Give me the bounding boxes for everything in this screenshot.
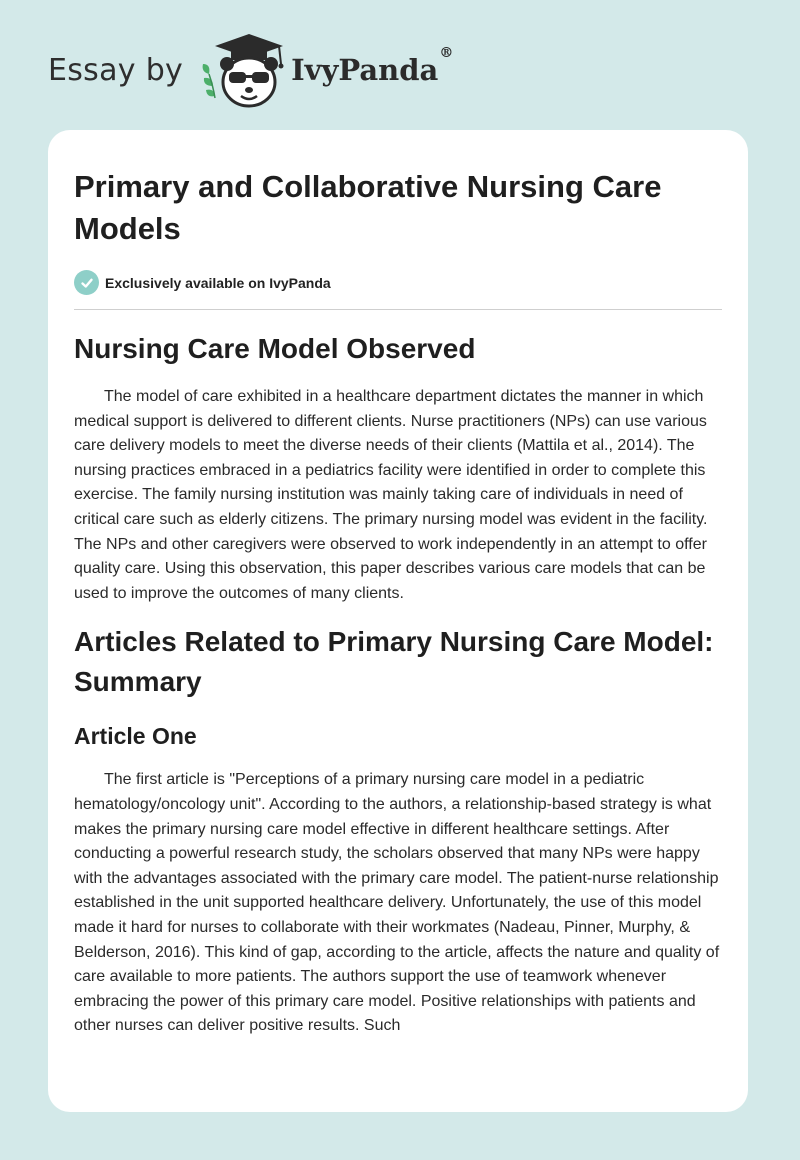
essay-card — [48, 130, 748, 1112]
check-circle-icon — [74, 270, 99, 295]
paragraph-article-one: The first article is "Perceptions of a primary nursing care model in a pediatric hematology/oncology unit". According to the authors, a relationship-based strategy is what makes the primary nursing care model effective in different healthcare settings. After conducting a powerful research study, the scholars observed that many NPs were happy with the advantages associated with the primary care model. The patient-nurse relationship established in the unit supported healthcare delivery. Unfortunately, the use of this model made it hard for nurses to collaborate with their workmates (Nadeau, Pinner, Murphy, & Belderson, 2016). This kind of gap, according to the article, affects the nature and quality of care available to more patients. The authors support the use of teamwork whenever embracing the power of this primary care model. Positive relationships with patients and other nurses can deliver positive results. Such — [74, 771, 720, 1035]
site-header — [48, 30, 453, 110]
exclusive-badge — [74, 270, 722, 310]
brand-name[interactable] — [291, 45, 454, 87]
essay-by-label: Essay by — [48, 52, 184, 88]
ivypanda-logo-icon[interactable] — [195, 30, 287, 110]
essay-title: Primary and Collaborative Nursing Care Models — [74, 169, 662, 246]
paragraph-observed: The model of care exhibited in a healthcare department dictates the manner in which medical support is delivered to different clients. Nurse practitioners (NPs) can use various care delivery models to meet the diverse needs of their clients (Mattila et al., 2014). The nursing practices embraced in a pediatrics facility were identified in order to complete this exercise. The family nursing institution was mainly taking care of individuals in need of critical care such as elderly citizens. The primary nursing model was evident in the facility. The NPs and other caregivers were observed to work independently in an attempt to offer quality care. Using this observation, this paper describes various care models that can be used to improve the outcomes of many clients. — [74, 388, 708, 602]
brand-text: IvyPanda — [291, 53, 439, 87]
section-heading-observed: Nursing Care Model Observed — [74, 333, 476, 364]
registered-mark: ® — [439, 45, 454, 62]
exclusive-label: Exclusively available on IvyPanda — [105, 274, 331, 291]
section-heading-articles: Articles Related to Primary Nursing Care Model: Summary — [74, 626, 714, 698]
subheading-article-one: Article One — [74, 723, 197, 750]
